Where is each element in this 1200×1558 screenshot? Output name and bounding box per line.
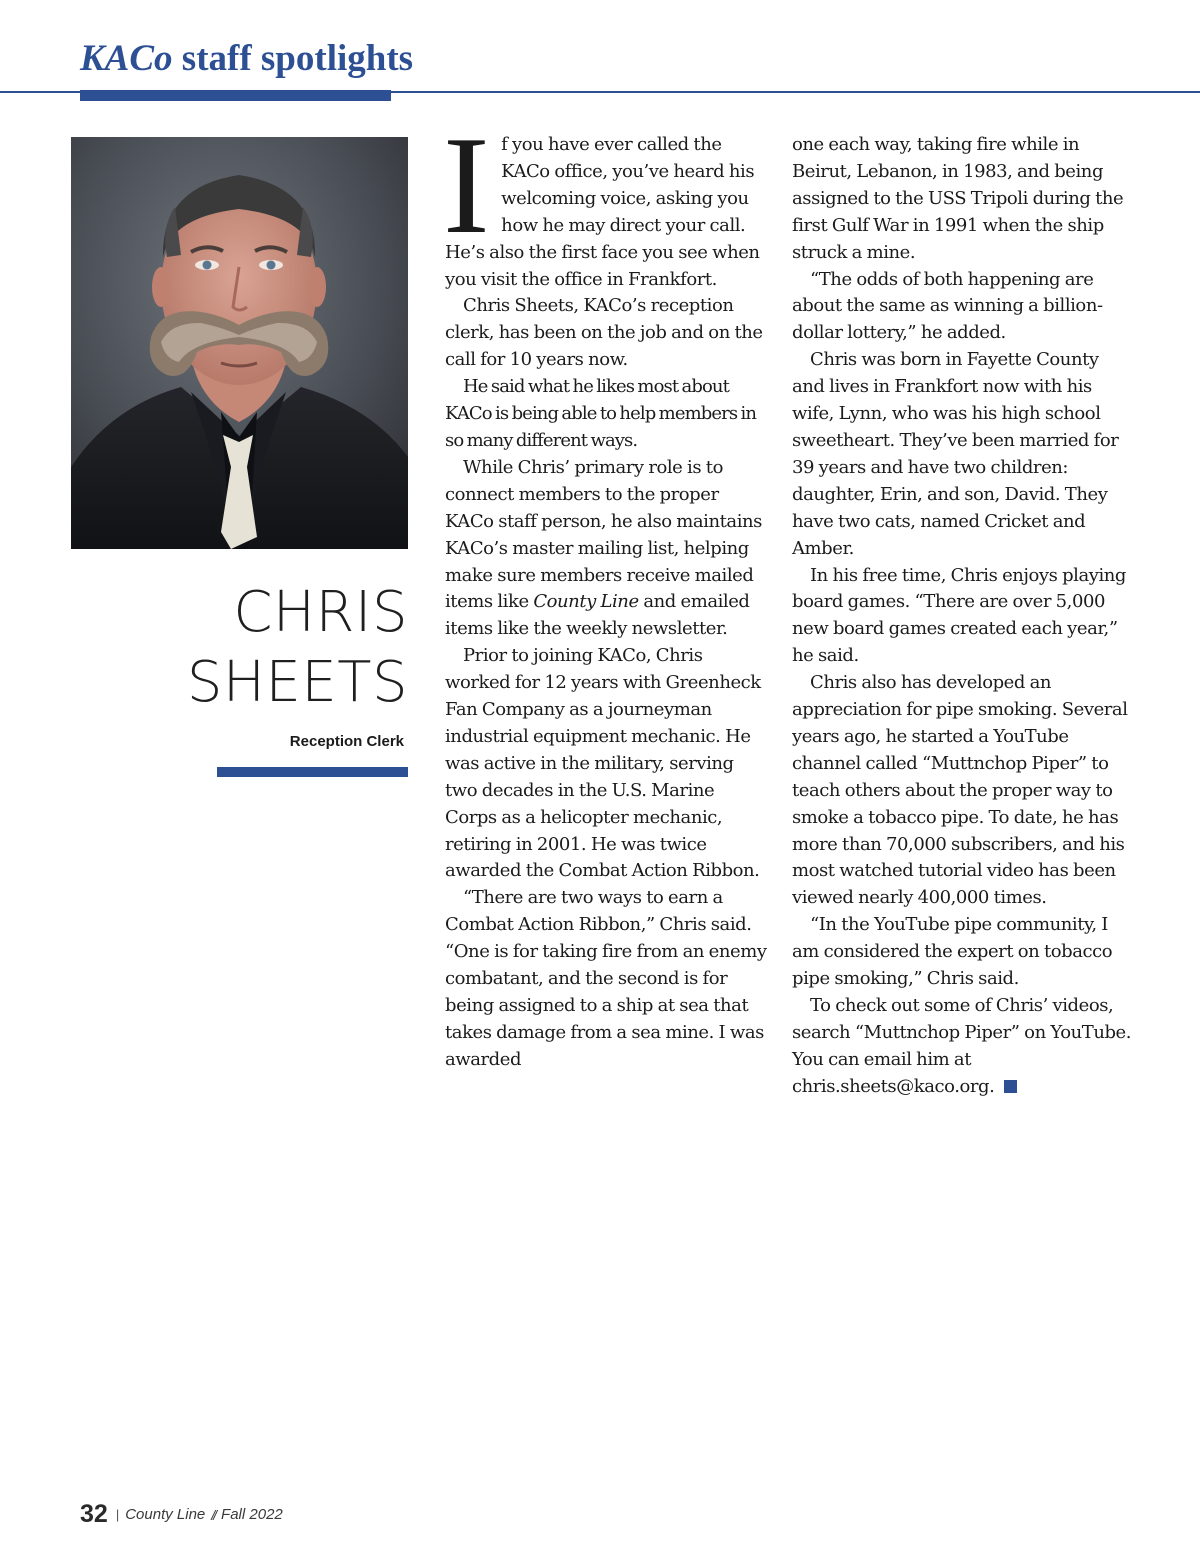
profile-last-name: SHEETS xyxy=(186,650,408,715)
article-paragraph: Chris Sheets, KACo’s reception clerk, has been on the job and on the call for 10 years now. xyxy=(445,295,763,371)
section-title-brand: KACo xyxy=(80,38,173,79)
profile-first-name: CHRIS xyxy=(233,580,408,645)
article-paragraph xyxy=(792,993,1134,1101)
portrait-photo xyxy=(71,137,408,549)
article-column-2 xyxy=(792,132,1134,1101)
article-paragraph: Chris was born in Fayette County and lives in Frankfort now with his wife, Lynn, who was his high school sweetheart. They’ve been married for 39 years and have two children: daughter, Erin, and son, David. They have two cats, named Cricket and Amber. xyxy=(792,349,1119,559)
article-paragraph: He said what he likes most about KACo is being able to help members in so many different ways. xyxy=(445,376,757,451)
paragraph-text: and emailed items like the weekly newsletter. xyxy=(445,591,750,640)
article-paragraph: Prior to joining KACo, Chris worked for 12 years with Greenheck Fan Company as a journeyman industrial equipment mechanic. He was active in the military, serving two decades in the U.S. Marine Corps as a helicopter mechanic, retiring in 2001. He was twice awarded the Combat Action Ribbon. xyxy=(445,645,761,882)
article-paragraph: “In the YouTube pipe community, I am considered the expert on tobacco pipe smoking,” Chris said. xyxy=(792,914,1113,990)
article-paragraph: Chris also has developed an appreciation for pipe smoking. Several years ago, he started a YouTube channel called “Muttnchop Piper” to teach others about the proper way to smoke a tobacco pipe. To date, he has more than 70,000 subscribers, and his most watched tutorial video has been viewed nearly 400,000 times. xyxy=(792,672,1128,909)
end-mark-icon xyxy=(1004,1080,1017,1093)
article-paragraph: one each way, taking fire while in Beirut, Lebanon, in 1983, and being assigned to the USS Tripoli during the first Gulf War in 1991 when the ship struck a mine. xyxy=(792,134,1124,263)
header-accent-bar xyxy=(80,90,391,101)
footer-separator: | xyxy=(115,1507,120,1522)
footer-publication: County Line xyxy=(125,1506,206,1523)
article-paragraph xyxy=(445,455,767,643)
article-paragraph: “The odds of both happening are about the same as winning a billion-dollar lottery,” he added. xyxy=(792,268,1103,344)
footer-issue: Fall 2022 xyxy=(221,1506,283,1523)
article-paragraph: In his free time, Chris enjoys playing board games. “There are over 5,000 new board games created each year,” he said. xyxy=(792,564,1127,667)
publication-name: County Line xyxy=(533,591,639,613)
page-footer xyxy=(80,1500,283,1529)
article-paragraph: “There are two ways to earn a Combat Action Ribbon,” Chris said. “One is for taking fire from an enemy combatant, and the second is for being assigned to a ship at sea that takes damage from a sea mine. I was awarded xyxy=(445,887,767,1070)
paragraph-text: f you have ever called the KACo office, you’ve heard his welcoming voice, asking you how he may direct your call. He’s also the first face you see when you visit the office in Frankfort. xyxy=(445,134,760,290)
paragraph-text: To check out some of Chris’ videos, search “Muttnchop Piper” on YouTube. You can email him at chris.sheets@kaco.org. xyxy=(792,995,1132,1097)
article-column-1 xyxy=(443,108,767,1074)
page-number: 32 xyxy=(80,1500,108,1528)
section-title xyxy=(80,36,413,82)
profile-role: Reception Clerk xyxy=(289,733,404,750)
section-title-text: staff spotlights xyxy=(172,38,414,79)
article-paragraph xyxy=(443,108,767,293)
paragraph-text: While Chris’ primary role is to connect members to the proper KACo staff person, he also maintains KACo’s master mailing list, helping make sure members receive mailed items like xyxy=(445,456,762,613)
role-accent-bar xyxy=(217,767,408,777)
drop-cap: I xyxy=(443,108,490,263)
footer-slash: // xyxy=(211,1506,216,1523)
